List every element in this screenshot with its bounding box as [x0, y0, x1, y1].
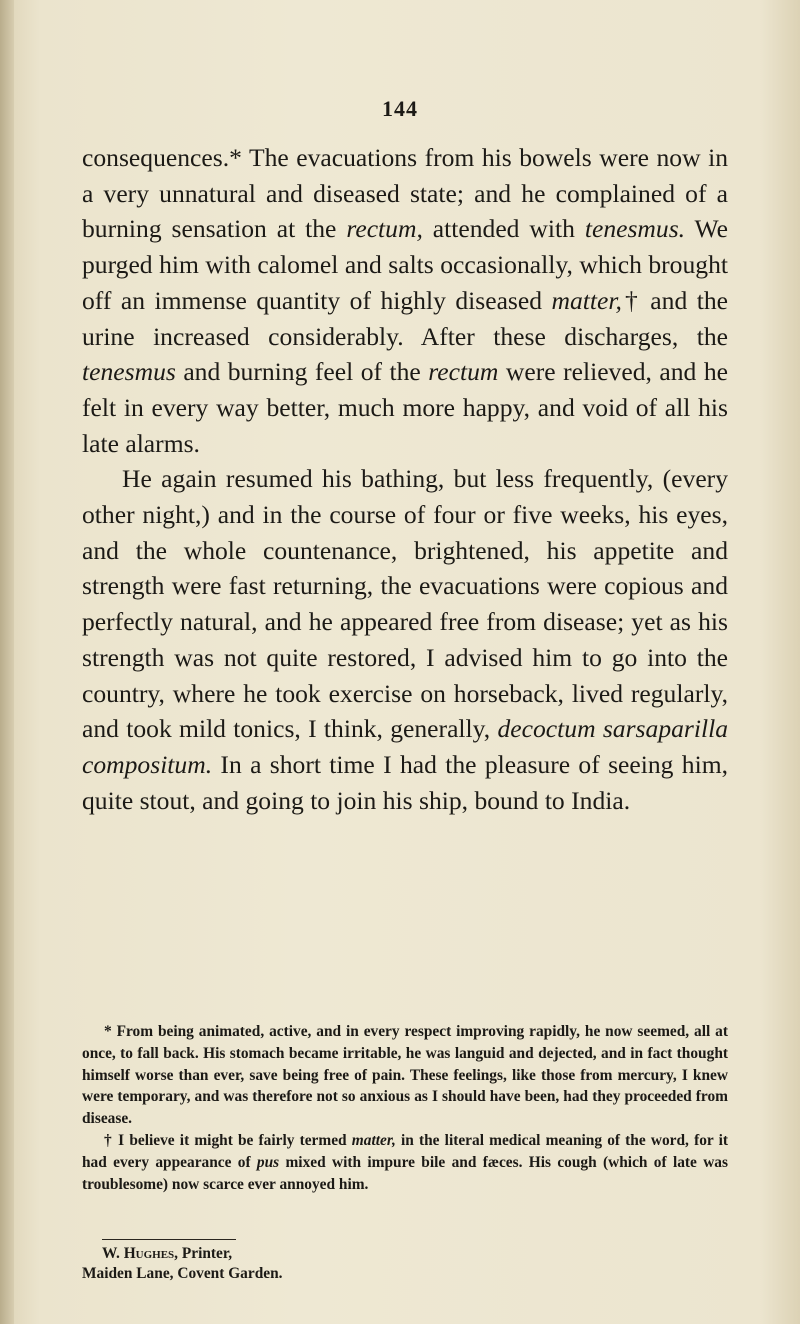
paragraph-1-text-5: and burning feel of the — [175, 357, 429, 387]
paragraph-1-italic-3: matter, — [551, 285, 622, 315]
paragraph-2 — [82, 461, 728, 818]
footnote-2-text-3: mixed with impure bile and fæces. His cough (which of late was troublesome) now scarce ever annoyed him. — [82, 1153, 728, 1193]
footnotes — [82, 1021, 728, 1195]
paragraph-1 — [82, 140, 728, 461]
paragraph-1-italic-1: rectum, — [346, 214, 423, 244]
page-spine-shadow — [0, 0, 14, 1324]
footnote-2 — [82, 1130, 728, 1195]
paragraph-1-italic-4: tenesmus — [82, 357, 176, 387]
printer-initial: W. — [102, 1245, 124, 1262]
imprint-divider — [102, 1239, 236, 1240]
paragraph-1-italic-5: rectum — [428, 357, 499, 387]
body-text — [82, 140, 728, 818]
paragraph-1-text-2: attended with — [422, 214, 585, 244]
paragraph-1-italic-2: tenesmus. — [584, 214, 686, 244]
footnote-2-italic-2: pus — [256, 1153, 280, 1171]
footnote-2-text-1: † I believe it might be fairly termed — [104, 1131, 352, 1149]
paragraph-2-italic-1: decoctum sarsaparilla compositum. — [82, 714, 729, 779]
paragraph-1-text-6: were relieved, and he felt in every way better, much more happy, and void of all his late alarms. — [82, 357, 728, 458]
paragraph-1-text-4: † and the urine increased considerably. After these discharges, the — [82, 285, 728, 351]
printer-suffix: , Printer, — [174, 1245, 233, 1262]
footnote-2-text-2: in the literal medical meaning of the word, for it had every appearance of — [82, 1131, 729, 1171]
footnote-2-italic-1: matter, — [351, 1131, 396, 1149]
paragraph-2-text-2: In a short time I had the pleasure of seeing him, quite stout, and going to join his ship, bound to India. — [82, 749, 728, 815]
paragraph-1-text-1: consequences.* The evacuations from his bowels were now in a very unnatural and diseased state; and he complained of a burning sensation at the — [82, 143, 728, 244]
footnote-1: * From being animated, active, and in every respect improving rapidly, he now seemed, all at once, to fall back. His stomach became irritable, he was languid and dejected, and in fact thought himself worse than ever, save being free of pain. These feelings, like those from mercury, I knew were temporary, and was therefore not so anxious as I should have been, had they proceeded from disease. — [82, 1023, 728, 1128]
page-number: 144 — [382, 96, 418, 121]
paragraph-2-text-1: He again resumed his bathing, but less frequently, (every other night,) and in the course of four or five weeks, his eyes, and the whole countenance, brightened, his appetite and strength were fast returning, the evacuations were copious and perfectly natural, and he appeared free from disease; yet as his strength was not quite restored, I advised him to go into the country, where he took exercise on horseback, lived regularly, and took mild tonics, I think, generally, — [82, 464, 728, 744]
printer-imprint — [82, 1244, 482, 1283]
printer-address: Maiden Lane, Covent Garden. — [82, 1264, 283, 1282]
printer-line — [82, 1244, 482, 1264]
printer-name: Hughes — [123, 1245, 175, 1262]
paragraph-1-text-3: We purged him with calomel and salts occasionally, which brought off an immense quantity of highly diseased — [82, 214, 729, 315]
